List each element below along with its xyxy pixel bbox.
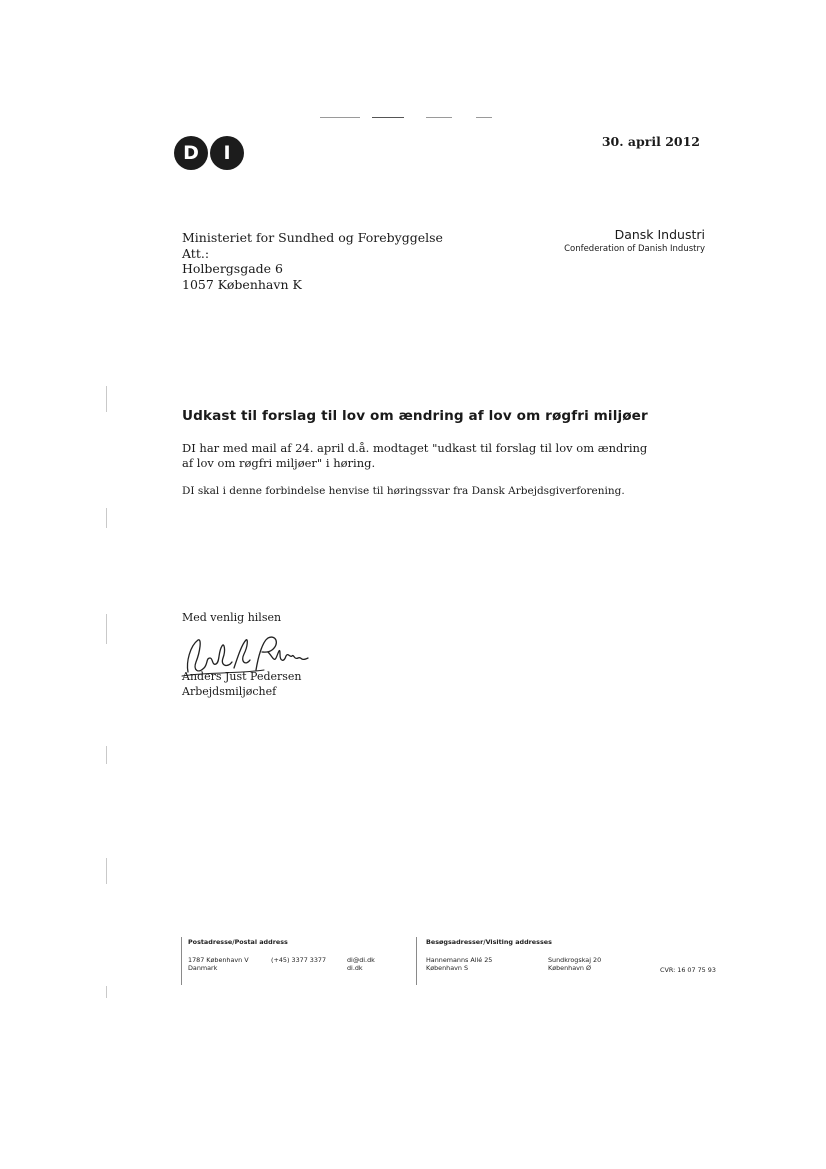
letter-date: 30. april 2012 [601,134,700,149]
organization-name: Dansk Industri [614,227,705,242]
margin-mark [106,614,107,644]
footer-phone: (+45) 3377 3377 [271,956,327,964]
footer-postal-heading: Postadresse/Postal address [188,938,288,946]
logo-letter-i: I [210,136,244,170]
footer-visiting-heading: Besøgsadresser/Visiting addresses [426,938,552,946]
footer-visit-city-1: København S [426,964,469,972]
closing-salutation: Med venlig hilsen [182,611,282,624]
footer-divider [181,937,182,985]
recipient-address [182,230,443,292]
logo-letter-d: D [174,136,208,170]
footer-cvr: CVR: 16 07 75 93 [660,966,716,974]
di-logo [174,136,244,172]
recipient-line: Ministeriet for Sundhed og Forebyggelse [182,230,443,245]
letter-subject: Udkast til forslag til lov om ændring af lov om røgfri miljøer [182,408,648,424]
sender-name: Anders Just Pedersen [182,670,302,683]
footer-postal-line: 1787 København V [188,956,249,964]
scan-artifact [426,117,452,118]
footer-visit-city-2: København Ø [548,964,591,972]
margin-mark [106,986,107,998]
footer-website[interactable]: di.dk [347,964,363,972]
footer-postal-country: Danmark [188,964,218,972]
scan-artifact [372,117,404,118]
body-paragraph-2: DI skal i denne forbindelse henvise til høringssvar fra Dansk Arbejdsgiverforening. [182,485,625,497]
recipient-line: Att.: [182,245,210,261]
margin-mark [106,386,107,412]
sender-title: Arbejdsmiljøchef [182,685,277,698]
recipient-line: Holbergsgade 6 [182,261,283,276]
scan-artifact [476,117,492,118]
margin-mark [106,746,107,764]
scan-artifact [320,117,360,118]
sender-organization [564,227,705,254]
margin-mark [106,508,107,528]
footer-email[interactable]: di@di.dk [347,956,375,964]
organization-subtitle: Confederation of Danish Industry [564,244,705,254]
sender-block [182,669,302,699]
body-paragraph-1: DI har med mail af 24. april d.å. modtaget "udkast til forslag til lov om ændring af lov om røgfri miljøer" i høring. [182,441,648,470]
footer-visit-address-1: Hannemanns Allé 25 [426,956,493,964]
footer-visit-address-2: Sundkrogskaj 20 [548,956,602,964]
margin-mark [106,858,107,884]
footer-divider [416,937,417,985]
recipient-line: 1057 København K [182,276,302,292]
